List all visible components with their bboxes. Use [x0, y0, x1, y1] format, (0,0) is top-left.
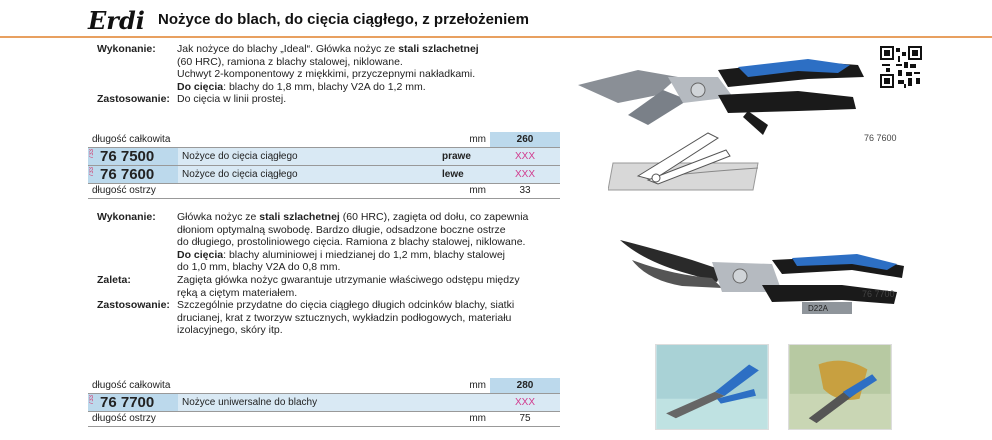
stamp-label: D22A — [808, 304, 829, 313]
blade-length-label: długość ostrzy — [88, 411, 438, 426]
desc-text: Główka nożyc ze — [177, 211, 260, 223]
shears-76-7700-image — [612, 230, 912, 320]
blade-length-value: 75 — [490, 411, 560, 426]
description-2 — [97, 211, 577, 337]
total-length-value: 260 — [490, 132, 560, 147]
code-text: 76 7600 — [100, 165, 155, 183]
article-code — [88, 393, 178, 411]
spec-table-1 — [88, 132, 560, 199]
wykonanie-label: Wykonanie: — [97, 43, 156, 55]
unit: mm — [438, 132, 490, 147]
table-row[interactable] — [88, 393, 560, 411]
page-ref: 733 — [89, 394, 95, 405]
article-code — [88, 165, 178, 183]
page-ref: 733 — [89, 166, 95, 177]
article-side: prawe — [438, 147, 490, 165]
product-header — [0, 0, 992, 38]
zastosowanie-label: Zastosowanie: — [97, 299, 170, 312]
desc-bold: stali szlachetnej — [398, 43, 479, 55]
desc-text: : blachy do 1,8 mm, blachy V2A do 1,2 mm. — [223, 80, 426, 93]
code-text: 76 7700 — [100, 393, 155, 411]
desc-text: dłoniom optymalną swobodę. Bardzo długie, odsadzone boczne ostrze — [177, 223, 506, 236]
desc-text: do 1,0 mm, blachy V2A do 0,8 mm. — [177, 261, 341, 274]
image-label-767600: 76 7600 — [864, 133, 897, 143]
table-row[interactable] — [88, 147, 560, 165]
desc-text: izolacyjnego, skóry itp. — [177, 324, 283, 337]
product-title: Nożyce do blach, do cięcia ciągłego, z przełożeniem — [158, 11, 529, 28]
article-side — [438, 393, 490, 411]
usage-photo-2 — [788, 344, 892, 430]
desc-text: (60 HRC), zagięta od dołu, co zapewnia — [339, 211, 529, 223]
blade-length-label: długość ostrzy — [88, 183, 438, 198]
article-name: Nożyce do cięcia ciągłego — [178, 147, 438, 165]
table-row[interactable] — [88, 165, 560, 183]
desc-text: Uchwyt 2-komponentowy z miękkimi, przyczepnymi nakładkami. — [177, 68, 476, 81]
unit: mm — [438, 378, 490, 393]
total-length-value: 280 — [490, 378, 560, 393]
article-price: XXX — [490, 393, 560, 411]
desc-text: Zagięta główka nożyc gwarantuje utrzymanie właściwego odstępu między — [177, 273, 520, 286]
unit: mm — [438, 411, 490, 426]
zaleta-label: Zaleta: — [97, 273, 131, 286]
blade-length-value: 33 — [490, 183, 560, 198]
code-text: 76 7500 — [100, 147, 155, 165]
desc-text: : blachy aluminiowej i miedzianej do 1,2 mm, blachy stalowej — [223, 248, 505, 261]
image-label-767700: 76 7700 — [862, 289, 895, 299]
desc-bold: Do cięcia — [177, 248, 224, 261]
total-length-label: długość całkowita — [88, 132, 438, 147]
article-price: XXX — [490, 147, 560, 165]
total-length-label: długość całkowita — [88, 378, 438, 393]
page-ref: 733 — [89, 148, 95, 159]
desc-bold: Do cięcia — [177, 80, 224, 93]
desc-text: ręką a ciętym materiałem. — [177, 286, 298, 299]
zastosowanie-label: Zastosowanie: — [97, 93, 170, 106]
zastosowanie-text: Do cięcia w linii prostej. — [177, 93, 287, 106]
wykonanie-label: Wykonanie: — [97, 211, 156, 223]
spec-table-2 — [88, 378, 560, 427]
article-name: Nożyce uniwersalne do blachy — [178, 393, 438, 411]
article-side: lewe — [438, 165, 490, 183]
desc-text: Szczególnie przydatne do cięcia ciągłego długich odcinków blachy, siatki — [177, 299, 515, 312]
desc-text: (60 HRC), ramiona z blachy stalowej, niklowane. — [177, 55, 403, 68]
usage-photo-1 — [655, 344, 769, 430]
unit: mm — [438, 183, 490, 198]
brand-logo: Erdi — [88, 6, 145, 35]
desc-text: do długiego, prostoliniowego cięcia. Ramiona z blachy stalowej, niklowane. — [177, 236, 526, 249]
article-code — [88, 147, 178, 165]
desc-bold: stali szlachetnej — [259, 211, 340, 223]
article-price: XXX — [490, 165, 560, 183]
desc-text: drucianej, krat z tworzyw sztucznych, wykładzin podłogowych, materiału — [177, 311, 512, 324]
description-1 — [97, 43, 557, 106]
article-name: Nożyce do cięcia ciągłego — [178, 165, 438, 183]
qr-code-icon[interactable] — [880, 46, 922, 88]
cutting-diagram-image — [608, 128, 768, 193]
desc-text: Jak nożyce do blachy „Ideal“. Główka nożyc ze — [177, 43, 399, 55]
